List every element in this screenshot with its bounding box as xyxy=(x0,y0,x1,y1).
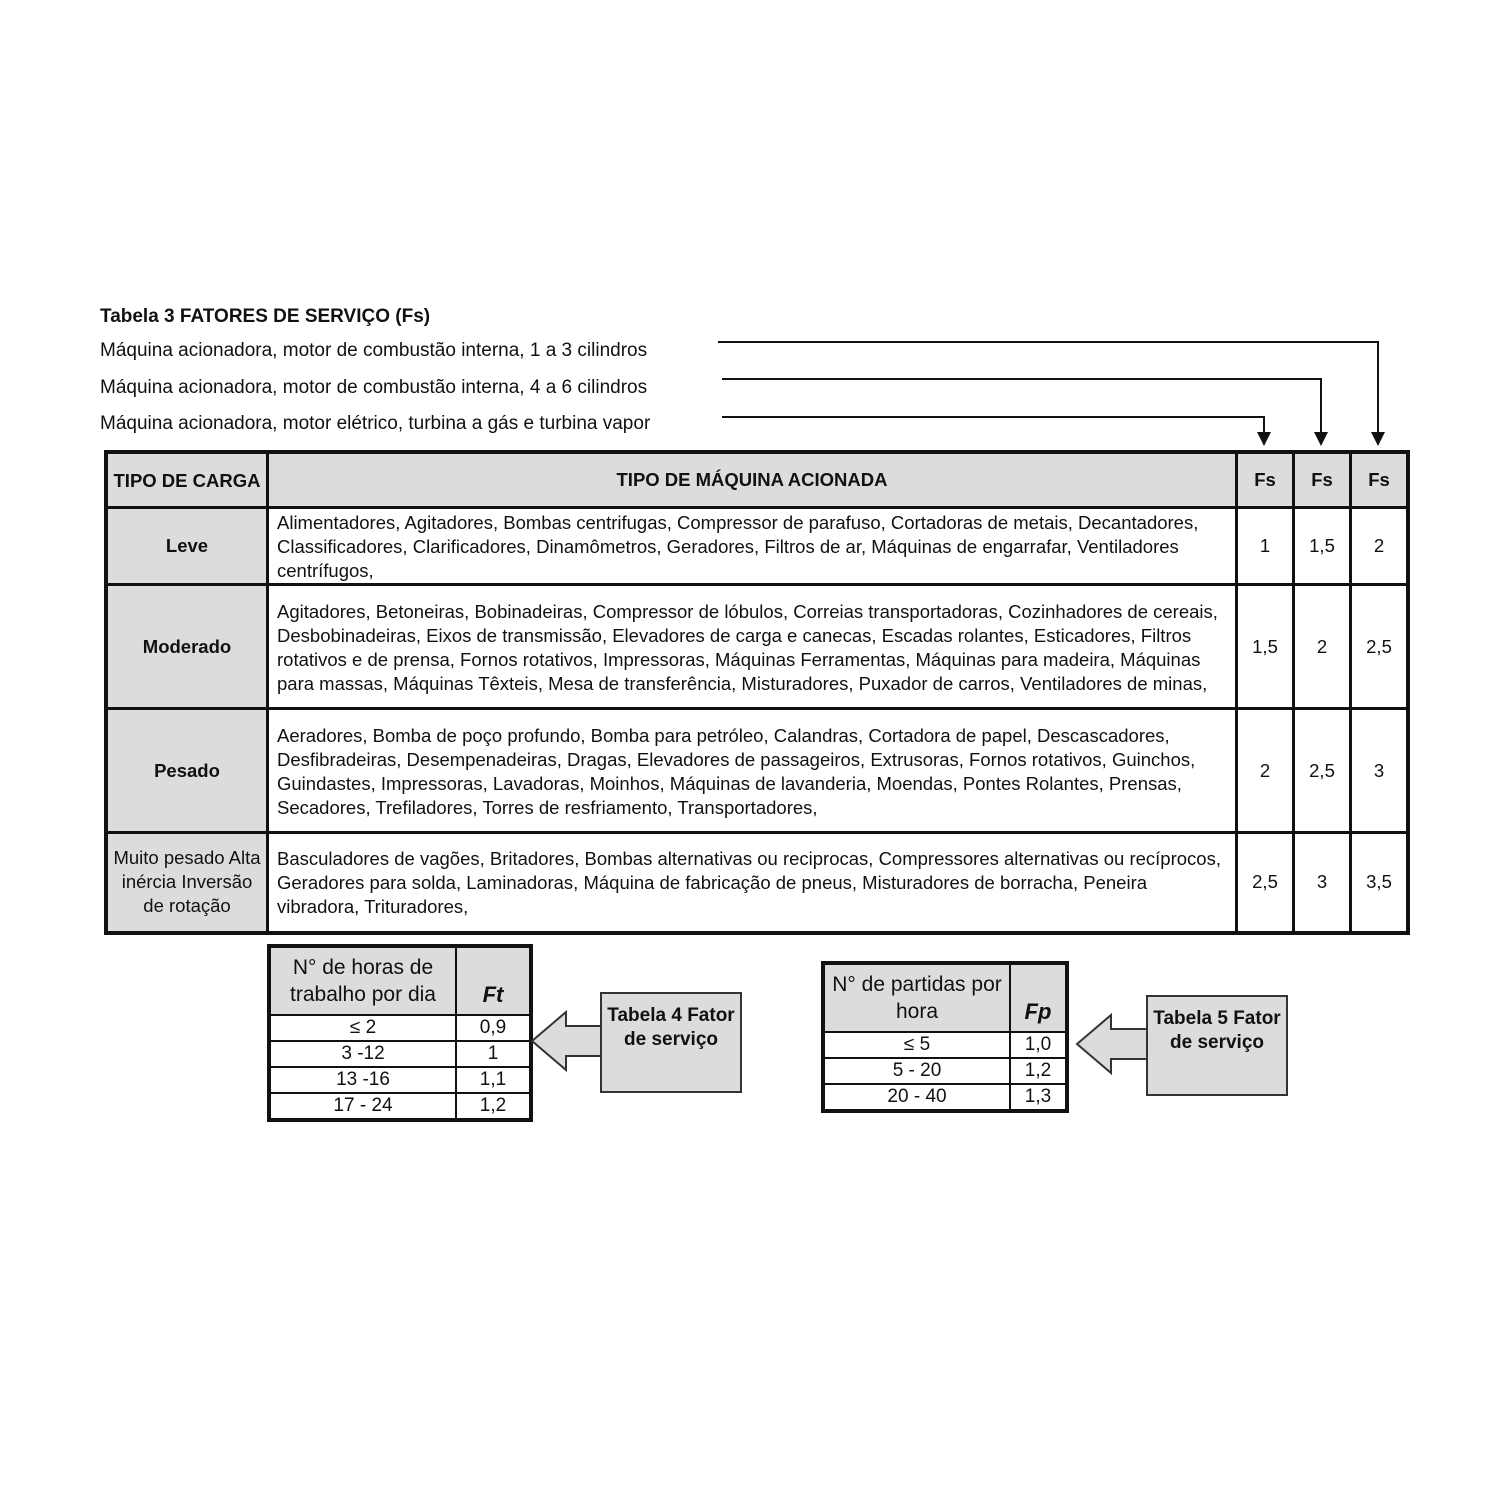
t4-callout-arrow-icon xyxy=(530,1010,610,1072)
table-row xyxy=(269,1093,531,1120)
t4-value: 1,2 xyxy=(456,1093,531,1120)
t5-range: 5 - 20 xyxy=(823,1058,1010,1084)
row-fs-3: 3,5 xyxy=(1351,833,1409,933)
t5-symbol: Fp xyxy=(1010,963,1067,1032)
connector-line-1 xyxy=(718,342,1378,434)
t4-value: 1,1 xyxy=(456,1067,531,1093)
t5-callout-label: Tabela 5 Fator de serviço xyxy=(1146,995,1288,1096)
row-machines: Alimentadores, Agitadores, Bombas centrifugas, Compressor de parafuso, Cortadoras de metais, Decantadores, Classificadores, Clarificadores, Dinamômetros, Geradores, Filtros de ar, Máquinas de engarrafar, Ventiladores centrífugos, xyxy=(268,508,1237,585)
service-factor-table xyxy=(104,450,1410,935)
table-header-row xyxy=(106,452,1408,508)
table-row xyxy=(106,508,1408,585)
arrowhead-1 xyxy=(1371,432,1385,446)
row-category: Moderado xyxy=(106,585,268,709)
table-row xyxy=(823,1058,1067,1084)
arrowhead-3 xyxy=(1257,432,1271,446)
connector-line-2 xyxy=(722,379,1321,434)
row-fs-2: 2,5 xyxy=(1294,709,1351,833)
table-row xyxy=(106,709,1408,833)
table-row xyxy=(269,1067,531,1093)
row-fs-1: 1,5 xyxy=(1237,585,1294,709)
row-machines: Aeradores, Bomba de poço profundo, Bomba para petróleo, Calandras, Cortadora de papel, Descascadores, Desfibradeiras, Desempenadeiras, Dragas, Elevadores de passageiros, Extrusoras, Fornos rotativos, Guinchos, Guindastes, Impressoras, Lavadoras, Moinhos, Máquinas de lavanderia, Moendas, Pontes Rolantes, Prensas, Secadores, Trefiladores, Torres de resfriamento, Transportadores, xyxy=(268,709,1237,833)
t5-range: 20 - 40 xyxy=(823,1084,1010,1111)
row-category: Leve xyxy=(106,508,268,585)
row-fs-2: 1,5 xyxy=(1294,508,1351,585)
t4-callout-label: Tabela 4 Fator de serviço xyxy=(600,992,742,1093)
row-fs-1: 2,5 xyxy=(1237,833,1294,933)
t4-range: 3 -12 xyxy=(269,1041,456,1067)
header-fs-3: Fs xyxy=(1351,452,1409,508)
t5-range: ≤ 5 xyxy=(823,1032,1010,1058)
connector-line-3 xyxy=(722,417,1264,434)
row-fs-1: 1 xyxy=(1237,508,1294,585)
row-fs-3: 3 xyxy=(1351,709,1409,833)
t4-range: ≤ 2 xyxy=(269,1015,456,1041)
t5-value: 1,2 xyxy=(1010,1058,1067,1084)
row-category: Muito pesado Alta inércia Inversão de rotação xyxy=(106,833,268,933)
header-machine-type: TIPO DE MÁQUINA ACIONADA xyxy=(268,452,1237,508)
row-fs-2: 2 xyxy=(1294,585,1351,709)
row-fs-3: 2,5 xyxy=(1351,585,1409,709)
table-row xyxy=(823,1084,1067,1111)
t4-range: 17 - 24 xyxy=(269,1093,456,1120)
row-category: Pesado xyxy=(106,709,268,833)
t5-value: 1,3 xyxy=(1010,1084,1067,1111)
table-row xyxy=(269,1015,531,1041)
machine-line-3: Máquina acionadora, motor elétrico, turbina a gás e turbina vapor xyxy=(100,413,651,434)
header-fs-2: Fs xyxy=(1294,452,1351,508)
t4-value: 0,9 xyxy=(456,1015,531,1041)
row-fs-2: 3 xyxy=(1294,833,1351,933)
machine-line-1: Máquina acionadora, motor de combustão interna, 1 a 3 cilindros xyxy=(100,340,648,361)
table-row xyxy=(106,833,1408,933)
row-machines: Basculadores de vagões, Britadores, Bombas alternativas ou reciprocas, Compressores alternativas ou recíprocos, Geradores para solda, Laminadoras, Máquina de fabricação de pneus, Misturadores de borracha, Peneira vibradora, Trituradores, xyxy=(268,833,1237,933)
t4-value: 1 xyxy=(456,1041,531,1067)
starts-factor-table xyxy=(821,961,1069,1113)
t5-header: N° de partidas por hora xyxy=(823,963,1010,1032)
t4-header: N° de horas de trabalho por dia xyxy=(269,946,456,1015)
t5-value: 1,0 xyxy=(1010,1032,1067,1058)
table-row xyxy=(269,1041,531,1067)
table-row xyxy=(106,585,1408,709)
hours-factor-table xyxy=(267,944,533,1122)
row-fs-1: 2 xyxy=(1237,709,1294,833)
row-machines: Agitadores, Betoneiras, Bobinadeiras, Compressor de lóbulos, Correias transportadoras, Cozinhadores de cereais, Desbobinadeiras, Eixos de transmissão, Elevadores de carga e canecas, Escadas rolantes, Esticadores, Filtros rotativos e de prensa, Fornos rotativos, Impressoras, Máquinas Ferramentas, Máquinas para madeira, Máquinas para massas, Máquinas Têxteis, Mesa de transferência, Misturadores, Puxador de carros, Ventiladores de minas, xyxy=(268,585,1237,709)
arrowhead-2 xyxy=(1314,432,1328,446)
t5-callout-arrow-icon xyxy=(1075,1013,1155,1075)
row-fs-3: 2 xyxy=(1351,508,1409,585)
table3-title: Tabela 3 FATORES DE SERVIÇO (Fs) xyxy=(100,306,431,327)
table-row xyxy=(823,1032,1067,1058)
t4-symbol: Ft xyxy=(456,946,531,1015)
header-fs-1: Fs xyxy=(1237,452,1294,508)
t4-range: 13 -16 xyxy=(269,1067,456,1093)
machine-line-2: Máquina acionadora, motor de combustão interna, 4 a 6 cilindros xyxy=(100,377,648,398)
header-load-type: TIPO DE CARGA xyxy=(106,452,268,508)
